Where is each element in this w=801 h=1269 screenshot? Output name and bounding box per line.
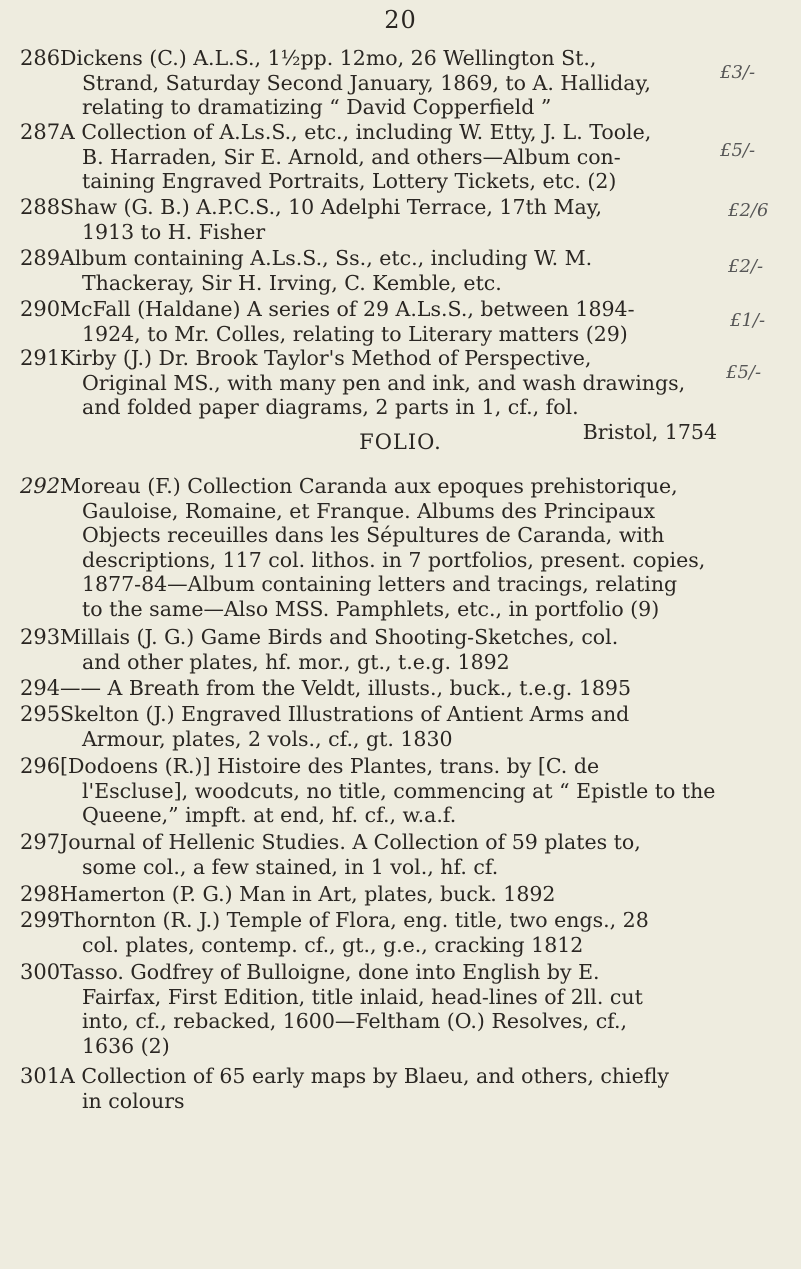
lot-text: Shaw (G. B.) A.P.C.S., 10 Adelphi Terrace, 17th May,	[60, 195, 603, 219]
lot-number: 289	[20, 246, 61, 270]
lot-number: 301	[20, 1064, 61, 1088]
catalogue-lot	[20, 474, 777, 621]
lot-text: Hamerton (P. G.) Man in Art, plates, buck. 1892	[60, 882, 556, 906]
lot-number: 287	[20, 120, 61, 144]
lot-number: 286	[20, 46, 61, 70]
lot-text: taining Engraved Portraits, Lottery Tickets, etc. (2)	[82, 169, 617, 193]
lot-text: and other plates, hf. mor., gt., t.e.g. 1892	[82, 649, 510, 674]
lot-text: Journal of Hellenic Studies. A Collection of 59 plates to,	[60, 830, 641, 854]
lot-text: —— A Breath from the Veldt, illusts., buck., t.e.g. 1895	[60, 676, 631, 700]
price-annotation: £2/6	[728, 200, 769, 221]
lot-number: 292	[20, 474, 61, 498]
lot-text: and folded paper diagrams, 2 parts in 1, cf., fol.	[82, 395, 579, 419]
price-annotation: £5/-	[720, 140, 756, 161]
catalogue-lot	[20, 297, 777, 346]
price-annotation: £2/-	[728, 256, 764, 277]
lot-text: Moreau (F.) Collection Caranda aux epoques prehistorique,	[60, 474, 678, 498]
lot-text: Objects receuilles dans les Sépultures de Caranda, with	[82, 523, 665, 547]
lot-text: Original MS., with many pen and ink, and wash drawings,	[82, 370, 686, 395]
lot-text: Gauloise, Romaine, et Franque. Albums des Principaux	[82, 498, 656, 523]
catalogue-lot	[20, 246, 777, 295]
lot-text: 1877-84—Album containing letters and tracings, relating	[82, 572, 678, 596]
lot-text: Dickens (C.) A.L.S., 1½pp. 12mo, 26 Wellington St.,	[60, 46, 597, 70]
catalogue-lot	[20, 702, 777, 751]
section-heading: FOLIO.	[359, 430, 442, 454]
lot-number: 299	[20, 908, 61, 932]
lot-text: B. Harraden, Sir E. Arnold, and others—Album con-	[82, 144, 621, 169]
lot-text: Strand, Saturday Second January, 1869, to A. Halliday,	[82, 70, 651, 95]
lot-number: 294	[20, 676, 61, 700]
lot-text: col. plates, contemp. cf., gt., g.e., cracking 1812	[82, 932, 584, 957]
lot-text: 1636 (2)	[82, 1033, 170, 1058]
lot-text: to the same—Also MSS. Pamphlets, etc., in portfolio (9)	[82, 596, 660, 621]
lot-text: Tasso. Godfrey of Bulloigne, done into English by E.	[60, 960, 600, 984]
lot-text: Thornton (R. J.) Temple of Flora, eng. title, two engs., 28	[60, 908, 649, 932]
lot-text: Fairfax, First Edition, title inlaid, head-lines of 2ll. cut	[82, 984, 643, 1009]
lot-number: 291	[20, 346, 61, 370]
lot-text: l'Escluse], woodcuts, no title, commencing at “ Epistle to the	[82, 778, 716, 803]
catalogue-lot	[20, 46, 777, 120]
catalogue-lot	[20, 908, 777, 957]
lot-number: 300	[20, 960, 61, 984]
lot-text: into, cf., rebacked, 1600—Feltham (O.) Resolves, cf.,	[82, 1009, 628, 1033]
catalogue-lot	[20, 195, 777, 244]
lot-text: 1924, to Mr. Colles, relating to Literary matters (29)	[82, 321, 628, 346]
lot-text: Millais (J. G.) Game Birds and Shooting-Sketches, col.	[60, 625, 619, 649]
lot-text: Armour, plates, 2 vols., cf., gt. 1830	[82, 726, 453, 751]
lot-number: 298	[20, 882, 61, 906]
lot-text: Queene,” impft. at end, hf. cf., w.a.f.	[82, 803, 457, 827]
catalogue-lot	[20, 676, 777, 701]
catalogue-lot	[20, 754, 777, 828]
lot-text: A Collection of 65 early maps by Blaeu, and others, chiefly	[60, 1064, 669, 1088]
catalogue-lot	[20, 120, 777, 194]
lot-text: some col., a few stained, in 1 vol., hf. cf.	[82, 854, 499, 879]
lot-text: Album containing A.Ls.S., Ss., etc., including W. M.	[60, 246, 593, 270]
page-number: 20	[384, 6, 417, 34]
lot-text: [Dodoens (R.)] Histoire des Plantes, trans. by [C. de	[60, 754, 600, 778]
price-annotation: £1/-	[730, 310, 766, 331]
catalogue-lot	[20, 1064, 777, 1113]
lot-number: 295	[20, 702, 61, 726]
lot-text: 1913 to H. Fisher	[82, 219, 266, 244]
lot-text: descriptions, 117 col. lithos. in 7 portfolios, present. copies,	[82, 547, 706, 572]
lot-text: Kirby (J.) Dr. Brook Taylor's Method of Perspective,	[60, 346, 592, 370]
lot-number: 288	[20, 195, 61, 219]
price-annotation: £5/-	[726, 362, 762, 383]
catalogue-lot	[20, 960, 777, 1058]
lot-number: 293	[20, 625, 61, 649]
lot-text: McFall (Haldane) A series of 29 A.Ls.S., between 1894-	[60, 297, 635, 321]
lot-text: Bristol, 1754	[582, 419, 717, 444]
lot-text: relating to dramatizing “ David Copperfield ”	[82, 95, 552, 119]
lot-text: Thackeray, Sir H. Irving, C. Kemble, etc.	[82, 270, 502, 295]
price-annotation: £3/-	[720, 62, 756, 83]
catalogue-lot	[20, 882, 777, 907]
catalogue-lot	[20, 625, 777, 674]
lot-number: 296	[20, 754, 61, 778]
lot-text: in colours	[82, 1088, 185, 1113]
lot-number: 297	[20, 830, 61, 854]
lot-number: 290	[20, 297, 61, 321]
lot-text: A Collection of A.Ls.S., etc., including W. Etty, J. L. Toole,	[60, 120, 652, 144]
catalogue-lot	[20, 830, 777, 879]
lot-text: Skelton (J.) Engraved Illustrations of Antient Arms and	[60, 702, 630, 726]
